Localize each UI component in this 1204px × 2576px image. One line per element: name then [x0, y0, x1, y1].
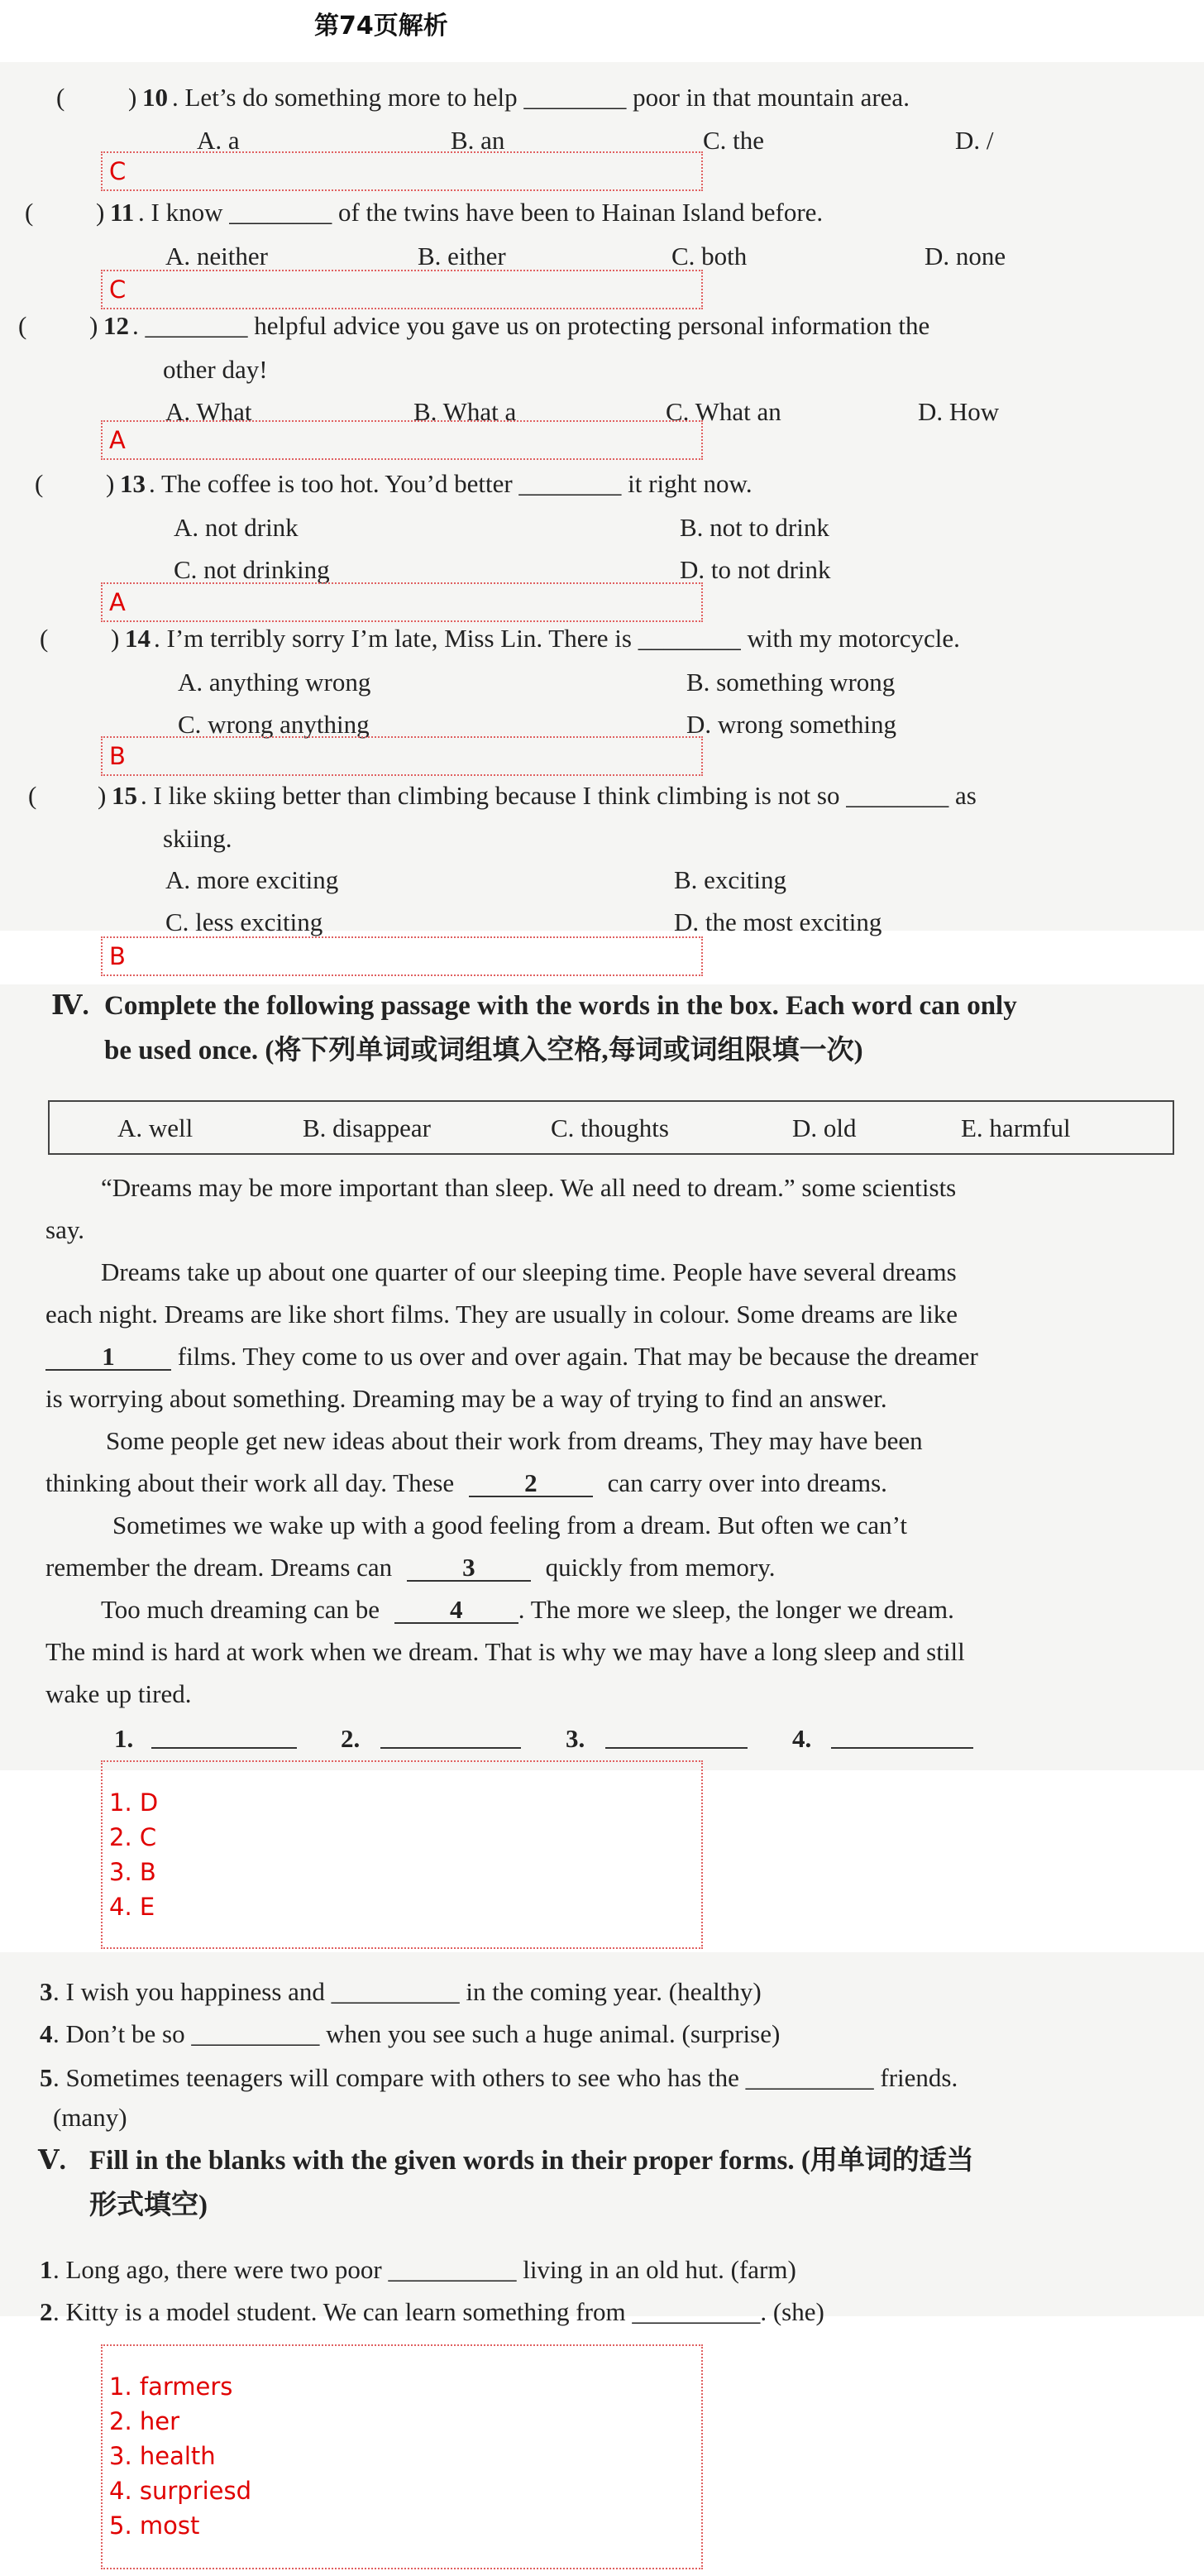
answer-text: 1. D [109, 1788, 159, 1817]
question-stem: . ________ helpful advice you gave us on protecting personal information the [132, 311, 930, 340]
option-a: A. not drink [174, 513, 299, 542]
passage-line: say. [45, 1215, 85, 1244]
answer-text: A [109, 426, 126, 454]
passage-line: Dreams take up about one quarter of our sleeping time. People have several dreams [101, 1257, 957, 1286]
answer-text: 3. health [109, 2442, 216, 2470]
answer-paren-close: ) [96, 198, 105, 227]
answer-box [101, 736, 703, 776]
answer-paren-close: ) [98, 781, 107, 810]
answer-paren-close: ) [89, 311, 98, 340]
question-text: . Kitty is a model student. We can learn something from __________. (she) [53, 2297, 824, 2326]
answer-text: B [109, 942, 126, 970]
answer-line [831, 1747, 973, 1749]
passage-line: The mind is hard at work when we dream. That is why we may have a long sleep and still [45, 1637, 965, 1666]
blank-3: 3 [407, 1555, 531, 1582]
answer-paren: ( [25, 198, 34, 227]
answer-line-label: 1. [114, 1724, 134, 1753]
question-number: 4 [40, 2019, 53, 2048]
passage-text: Too much dreaming can be [101, 1595, 380, 1624]
answer-box [101, 151, 703, 191]
answer-text: 5. most [109, 2511, 200, 2540]
option-a: A. more exciting [165, 865, 339, 894]
option-b: B. an [451, 126, 505, 155]
answer-box [101, 582, 703, 622]
answer-paren: ( [18, 311, 27, 340]
answer-text: 2. her [109, 2407, 180, 2435]
question-stem: . The coffee is too hot. You’d better ________ it right now. [149, 469, 752, 498]
answer-line [605, 1747, 748, 1749]
word-option: C. thoughts [551, 1113, 669, 1142]
option-d: D. none [924, 242, 1006, 271]
answer-text: C [109, 157, 127, 185]
answer-line-label: 2. [341, 1724, 361, 1753]
passage-line: wake up tired. [45, 1679, 192, 1708]
answer-box [101, 936, 703, 976]
question-text: . Don’t be so __________ when you see such a huge animal. (surprise) [53, 2019, 781, 2048]
option-d: D. the most exciting [674, 907, 882, 936]
question-number: 11 [110, 198, 135, 227]
answer-line [151, 1747, 297, 1749]
option-d: D. / [955, 126, 994, 155]
option-c: C. the [703, 126, 765, 155]
option-c: C. less exciting [165, 907, 323, 936]
answer-text: 1. farmers [109, 2373, 233, 2401]
passage-line [45, 1340, 978, 1373]
passage-text: thinking about their work all day. These [45, 1468, 455, 1497]
question-number: 5 [40, 2063, 53, 2092]
answer-box [101, 1760, 703, 1949]
question-number: 15 [112, 781, 137, 810]
option-d: D. How [918, 397, 1000, 426]
answer-line-label: 3. [566, 1724, 585, 1753]
answer-paren-close: ) [111, 624, 120, 653]
question-stem: . Let’s do something more to help ________ poor in that mountain area. [172, 83, 910, 112]
option-c: C. both [671, 242, 748, 271]
passage-line: “Dreams may be more important than sleep. We all need to dream.” some scientists [101, 1173, 957, 1202]
answer-paren: ( [28, 781, 37, 810]
answer-paren: ( [40, 624, 49, 653]
section-heading: Complete the following passage with the words in the box. Each word can only [104, 991, 1017, 1021]
question-stem: . I like skiing better than climbing because I think climbing is not so ________ as [141, 781, 977, 810]
passage-text: quickly from memory. [545, 1553, 776, 1582]
answer-box [101, 420, 703, 460]
answer-box [101, 2344, 703, 2569]
blank-1: 1 [45, 1344, 171, 1371]
answer-paren-close: ) [128, 83, 137, 112]
option-d: D. to not drink [680, 555, 831, 584]
option-a: A. anything wrong [178, 668, 371, 697]
word-option: D. old [792, 1113, 857, 1142]
question-number: 12 [103, 311, 129, 340]
word-option: E. harmful [961, 1113, 1071, 1142]
question-number: 13 [120, 469, 146, 498]
passage-line: Sometimes we wake up with a good feeling from a dream. But often we can’t [112, 1511, 908, 1539]
blank-4: 4 [394, 1597, 518, 1624]
answer-text: A [109, 588, 126, 616]
option-b: B. exciting [674, 865, 787, 894]
question-stem-continued: other day! [163, 355, 268, 384]
word-box [48, 1100, 1174, 1155]
option-c: C. What an [666, 397, 781, 426]
section-numeral: Ⅳ. [51, 991, 89, 1021]
option-c: C. not drinking [174, 555, 330, 584]
answer-text: 4. E [109, 1893, 155, 1921]
answer-paren: ( [56, 83, 65, 112]
question-number: 2 [40, 2297, 53, 2326]
word-option: B. disappear [303, 1113, 431, 1142]
question-stem: . I know ________ of the twins have been to Hainan Island before. [138, 198, 824, 227]
passage-text: remember the dream. Dreams can [45, 1553, 393, 1582]
passage-line: Some people get new ideas about their work from dreams, They may have been [106, 1426, 923, 1455]
question-number: 14 [125, 624, 150, 653]
passage-line [45, 1467, 887, 1500]
passage-text: can carry over into dreams. [607, 1468, 887, 1497]
answer-paren-close: ) [106, 469, 115, 498]
option-d: D. wrong something [686, 710, 897, 739]
option-a: A. What [165, 397, 252, 426]
section-heading: Fill in the blanks with the given words in their proper forms. (用单词的适当 [89, 2146, 974, 2176]
question-number: 10 [142, 83, 168, 112]
option-b: B. either [418, 242, 506, 271]
passage-line: is worrying about something. Dreaming may be a way of trying to find an answer. [45, 1384, 887, 1413]
question-stem: . I’m terribly sorry I’m late, Miss Lin. There is ________ with my motorcycle. [154, 624, 960, 653]
question-stem-continued: skiing. [163, 824, 232, 853]
option-a: A. a [197, 126, 240, 155]
answer-text: 2. C [109, 1823, 157, 1851]
word-option: A. well [117, 1113, 194, 1142]
passage-text: . The more we sleep, the longer we dream. [518, 1595, 954, 1624]
question-text: . I wish you happiness and __________ in the coming year. (healthy) [53, 1977, 762, 2006]
option-b: B. something wrong [686, 668, 896, 697]
passage-text: films. They come to us over and over again. That may be because the dreamer [177, 1342, 978, 1371]
option-b: B. not to drink [680, 513, 829, 542]
question-text-continued: (many) [53, 2103, 127, 2132]
page-title: 第74页解析 [314, 12, 448, 41]
answer-text: C [109, 275, 127, 304]
section-heading-continued: 形式填空) [89, 2191, 208, 2220]
answer-line [380, 1747, 521, 1749]
passage-line [101, 1593, 954, 1626]
answer-box [101, 270, 703, 309]
section-numeral: Ⅴ. [38, 2146, 66, 2176]
passage-line: each night. Dreams are like short films. They are usually in colour. Some dreams are like [45, 1300, 958, 1329]
answer-text: B [109, 742, 126, 770]
answer-line-label: 4. [792, 1724, 812, 1753]
section-heading-continued: be used once. (将下列单词或词组填入空格,每词或词组限填一次) [104, 1036, 863, 1065]
answer-paren: ( [35, 469, 44, 498]
passage-line [45, 1551, 775, 1584]
blank-2: 2 [469, 1471, 593, 1497]
question-number: 3 [40, 1977, 53, 2006]
question-text: . Sometimes teenagers will compare with others to see who has the __________ friends. [53, 2063, 958, 2092]
option-a: A. neither [165, 242, 268, 271]
question-text: . Long ago, there were two poor __________ living in an old hut. (farm) [53, 2255, 796, 2284]
answer-text: 3. B [109, 1858, 156, 1886]
question-number: 1 [40, 2255, 53, 2284]
option-b: B. What a [413, 397, 517, 426]
option-c: C. wrong anything [178, 710, 370, 739]
answer-text: 4. surpriesd [109, 2477, 252, 2505]
